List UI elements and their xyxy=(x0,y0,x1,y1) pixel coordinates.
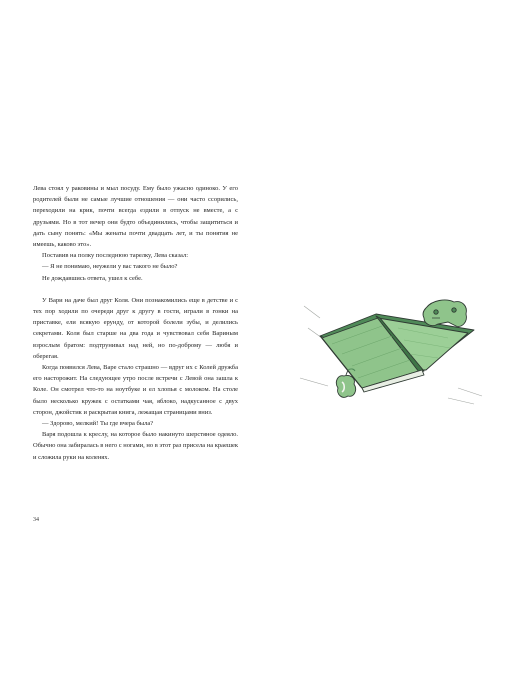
text-block-1 xyxy=(33,183,238,284)
paragraph: — Я не понимаю, неужели у вас такого не было? xyxy=(42,263,178,271)
paragraph: Когда появился Лева, Варе стало страшно — вдруг их с Колей дружба его насторожит. На следующее утро после встречи с Левой она зашла к Коле. Он смотрел что-то на ноутбуке и ел хлопья с молоком. На столе было несколько кружек с остатками чая, яблоко, надкусанное с двух сторон, джойстик и раскрытая книга, лежащая страницами вниз. xyxy=(33,364,238,416)
paragraph: Варя подошла к креслу, на которое было накинуто шерстяное одеяло. Обычно она забиралась в него с ногами, но в этот раз присела на краешек и сложила руки на коленях. xyxy=(33,431,238,461)
paragraph: У Вари на даче был друг Коля. Они познакомились еще в детстве и с тех пор ходили по очереди друг к другу в гости, играли в гонки на приставке, ели всякую ерунду, от которой болели зубы, и делились секретами. Коля был старше на два года и чувствовал себя Вариным взрослым братом: подтрунивал над ней, но по-доброму — любя и оберегая. xyxy=(33,296,238,360)
gamepad-icon xyxy=(423,300,466,326)
text-block-2 xyxy=(33,295,238,463)
paragraph: Лева стоял у раковины и мыл посуду. Ему было ужасно одиноко. У его родителей были не самые лучшие отношения — они часто ссорились, переходили на крик, почти всегда ездили в отпуск не вместе, а с друзьями. Но в тот вечер они будто объединились, чтобы защититься и дать сыну понять: «Мы женаты почти двадцать лет, и ты понятия не имеешь, каково это». xyxy=(33,185,238,249)
paragraph: — Здорово, мелкий! Ты где вчера была? xyxy=(42,420,154,428)
paragraph: Поставив на полку последнюю тарелку, Лева сказал: xyxy=(42,252,189,260)
paragraph: Не дождавшись ответа, ушел к себе. xyxy=(42,274,143,282)
book-gamepad-apple-illustration xyxy=(298,278,488,418)
page-number: 34 xyxy=(33,517,39,523)
text-column xyxy=(33,183,238,463)
section-gap xyxy=(33,284,238,295)
